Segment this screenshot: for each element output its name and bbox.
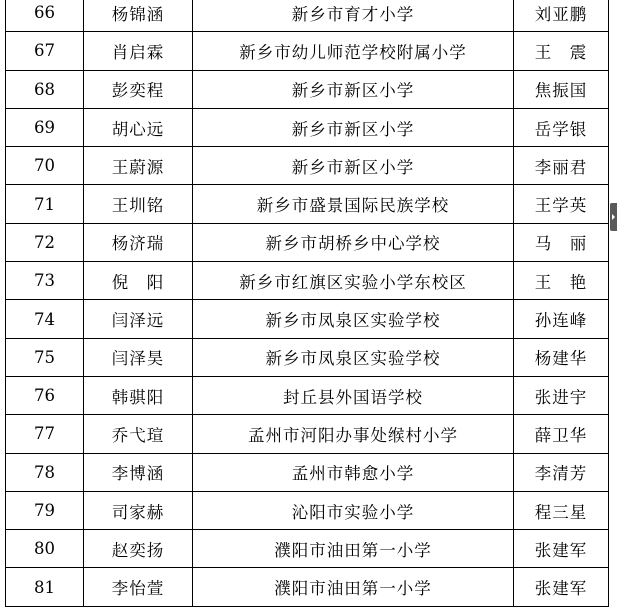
- student-name: 乔弋瑄: [84, 415, 193, 453]
- row-number: 68: [6, 70, 84, 108]
- table-row: [6, 147, 609, 185]
- table-row: [6, 491, 609, 529]
- table-row: [6, 0, 609, 32]
- school-name: 新乡市凤泉区实验学校: [193, 338, 514, 376]
- table-row: [6, 223, 609, 261]
- chevron-right-icon[interactable]: [610, 203, 617, 231]
- school-name: 孟州市韩愈小学: [193, 453, 514, 491]
- teacher-name: 王 震: [514, 32, 609, 70]
- teacher-name: 王 艳: [514, 262, 609, 300]
- table-row: [6, 568, 609, 606]
- school-name: 封丘县外国语学校: [193, 376, 514, 414]
- table-row: [6, 530, 609, 568]
- school-name: 新乡市盛景国际民族学校: [193, 185, 514, 223]
- school-name: 新乡市育才小学: [193, 0, 514, 32]
- school-name: 新乡市红旗区实验小学东校区: [193, 262, 514, 300]
- school-name: 新乡市新区小学: [193, 108, 514, 146]
- row-number: 72: [6, 223, 84, 261]
- row-number: 81: [6, 568, 84, 606]
- student-name: 杨锦涵: [84, 0, 193, 32]
- table-row: [6, 262, 609, 300]
- row-number: 75: [6, 338, 84, 376]
- table-row: [6, 338, 609, 376]
- teacher-name: 李清芳: [514, 453, 609, 491]
- awards-table: [5, 0, 609, 607]
- school-name: 新乡市新区小学: [193, 70, 514, 108]
- student-name: 王圳铭: [84, 185, 193, 223]
- table-row: [6, 415, 609, 453]
- teacher-name: 程三星: [514, 491, 609, 529]
- row-number: 74: [6, 300, 84, 338]
- student-name: 李怡萱: [84, 568, 193, 606]
- teacher-name: 张建军: [514, 568, 609, 606]
- student-name: 王蔚源: [84, 147, 193, 185]
- table-row: [6, 453, 609, 491]
- teacher-name: 张进宇: [514, 376, 609, 414]
- teacher-name: 李丽君: [514, 147, 609, 185]
- row-number: 66: [6, 0, 84, 32]
- school-name: 濮阳市油田第一小学: [193, 568, 514, 606]
- row-number: 70: [6, 147, 84, 185]
- school-name: 新乡市凤泉区实验学校: [193, 300, 514, 338]
- student-name: 韩骐阳: [84, 376, 193, 414]
- student-name: 赵奕扬: [84, 530, 193, 568]
- teacher-name: 刘亚鹏: [514, 0, 609, 32]
- student-name: 肖启霖: [84, 32, 193, 70]
- teacher-name: 杨建华: [514, 338, 609, 376]
- table-row: [6, 185, 609, 223]
- student-name: 闫泽昊: [84, 338, 193, 376]
- row-number: 69: [6, 108, 84, 146]
- row-number: 71: [6, 185, 84, 223]
- table-row: [6, 376, 609, 414]
- school-name: 新乡市新区小学: [193, 147, 514, 185]
- student-name: 闫泽远: [84, 300, 193, 338]
- row-number: 76: [6, 376, 84, 414]
- school-name: 沁阳市实验小学: [193, 491, 514, 529]
- table-body: [6, 0, 609, 606]
- teacher-name: 薛卫华: [514, 415, 609, 453]
- school-name: 濮阳市油田第一小学: [193, 530, 514, 568]
- table-row: [6, 108, 609, 146]
- teacher-name: 岳学银: [514, 108, 609, 146]
- teacher-name: 马 丽: [514, 223, 609, 261]
- table-row: [6, 32, 609, 70]
- teacher-name: 焦振国: [514, 70, 609, 108]
- student-name: 司家赫: [84, 491, 193, 529]
- student-name: 李博涵: [84, 453, 193, 491]
- school-name: 孟州市河阳办事处缑村小学: [193, 415, 514, 453]
- row-number: 67: [6, 32, 84, 70]
- teacher-name: 张建军: [514, 530, 609, 568]
- school-name: 新乡市胡桥乡中心学校: [193, 223, 514, 261]
- teacher-name: 孙连峰: [514, 300, 609, 338]
- student-name: 彭奕程: [84, 70, 193, 108]
- row-number: 80: [6, 530, 84, 568]
- student-name: 杨济瑞: [84, 223, 193, 261]
- row-number: 78: [6, 453, 84, 491]
- table-row: [6, 70, 609, 108]
- student-name: 胡心远: [84, 108, 193, 146]
- teacher-name: 王学英: [514, 185, 609, 223]
- table-row: [6, 300, 609, 338]
- student-name: 倪 阳: [84, 262, 193, 300]
- row-number: 77: [6, 415, 84, 453]
- row-number: 79: [6, 491, 84, 529]
- row-number: 73: [6, 262, 84, 300]
- school-name: 新乡市幼儿师范学校附属小学: [193, 32, 514, 70]
